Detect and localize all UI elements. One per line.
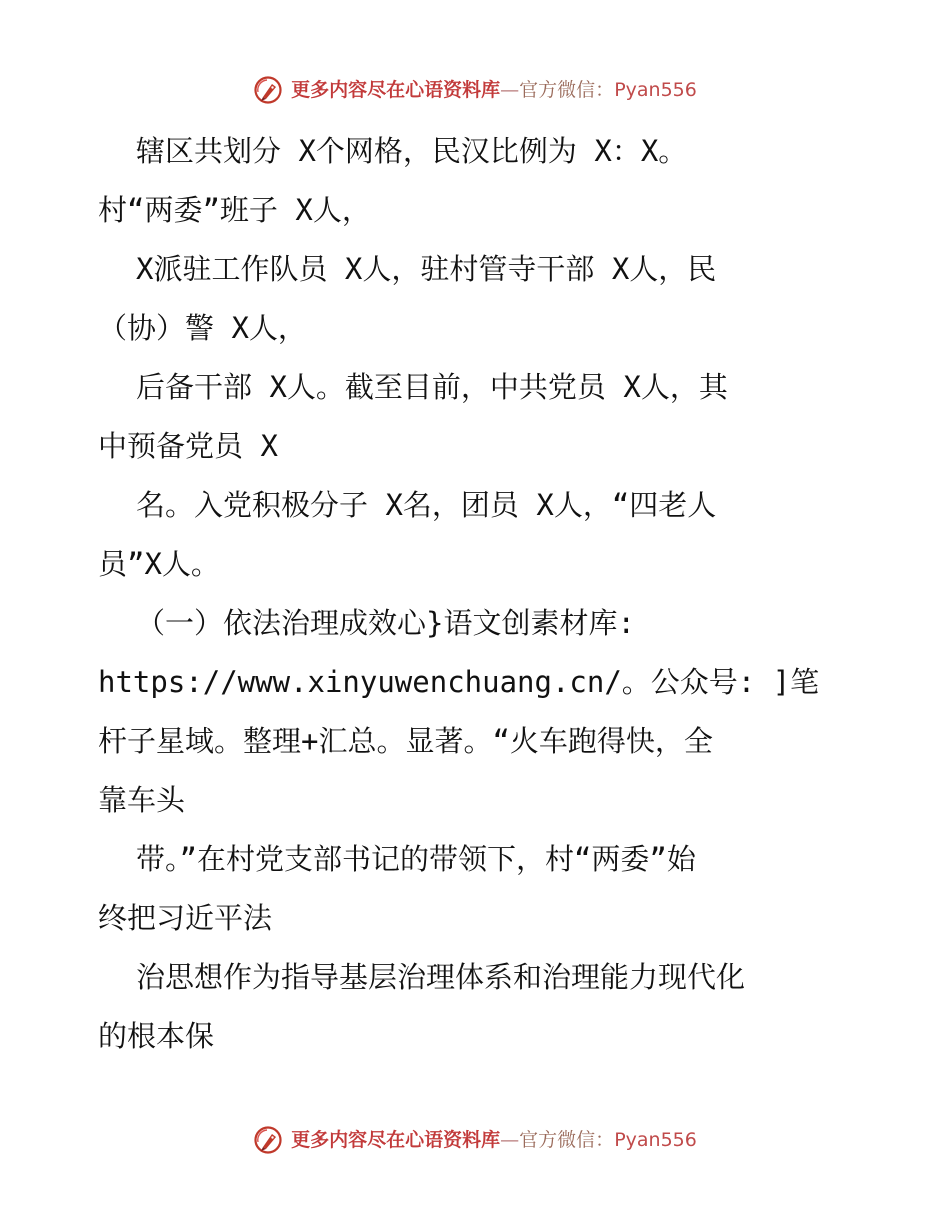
text-line: 的根本保 (98, 1019, 215, 1053)
watermark-dash: — (500, 78, 520, 101)
url-text-line: https://www.xinyuwenchuang.cn/。公众号: ]笔 (98, 665, 820, 699)
watermark-label: 官方微信： (519, 78, 615, 101)
watermark-label: 官方微信： (519, 1128, 615, 1151)
text-line: 靠车头 (98, 783, 186, 817)
watermark-brand-text: 更多内容尽在心语资料库 (291, 1128, 501, 1151)
text-line: （协）警 X人， (98, 311, 307, 345)
text-line: 后备干部 X人。截至目前，中共党员 X人，其 (136, 370, 728, 404)
text-line: 辖区共划分 X个网格，民汉比例为 X：X。 (136, 134, 688, 168)
text-line: 治思想作为指导基层治理体系和治理能力现代化 (136, 960, 746, 994)
text-line: 村“两委”班子 X人， (98, 193, 371, 227)
text-line: 中预备党员 X (98, 429, 278, 463)
text-line: 名。入党积极分子 X名，团员 X人，“四老人 (136, 488, 717, 522)
pen-nib-logo-icon (253, 1125, 283, 1155)
pen-nib-logo-icon (253, 75, 283, 105)
text-line: 终把习近平法 (98, 901, 273, 935)
text-line: X派驻工作队员 X人，驻村管寺干部 X人，民 (136, 252, 717, 286)
watermark-dash: — (500, 1128, 520, 1151)
text-line: 员”X人。 (98, 547, 220, 581)
text-line: 带。”在村党支部书记的带领下，村“两委”始 (136, 842, 696, 876)
text-line: 杆子星域。整理+汇总。显著。“火车跑得快，全 (98, 724, 713, 758)
document-body (98, 122, 858, 1066)
section-heading: （一）依法治理成效心}语文创素材库: (136, 606, 635, 640)
watermark-banner-top (0, 70, 950, 110)
watermark-wechat-id: Pyan556 (614, 78, 697, 101)
watermark-brand-text: 更多内容尽在心语资料库 (291, 78, 501, 101)
watermark-wechat-id: Pyan556 (614, 1128, 697, 1151)
watermark-banner-bottom (0, 1120, 950, 1160)
